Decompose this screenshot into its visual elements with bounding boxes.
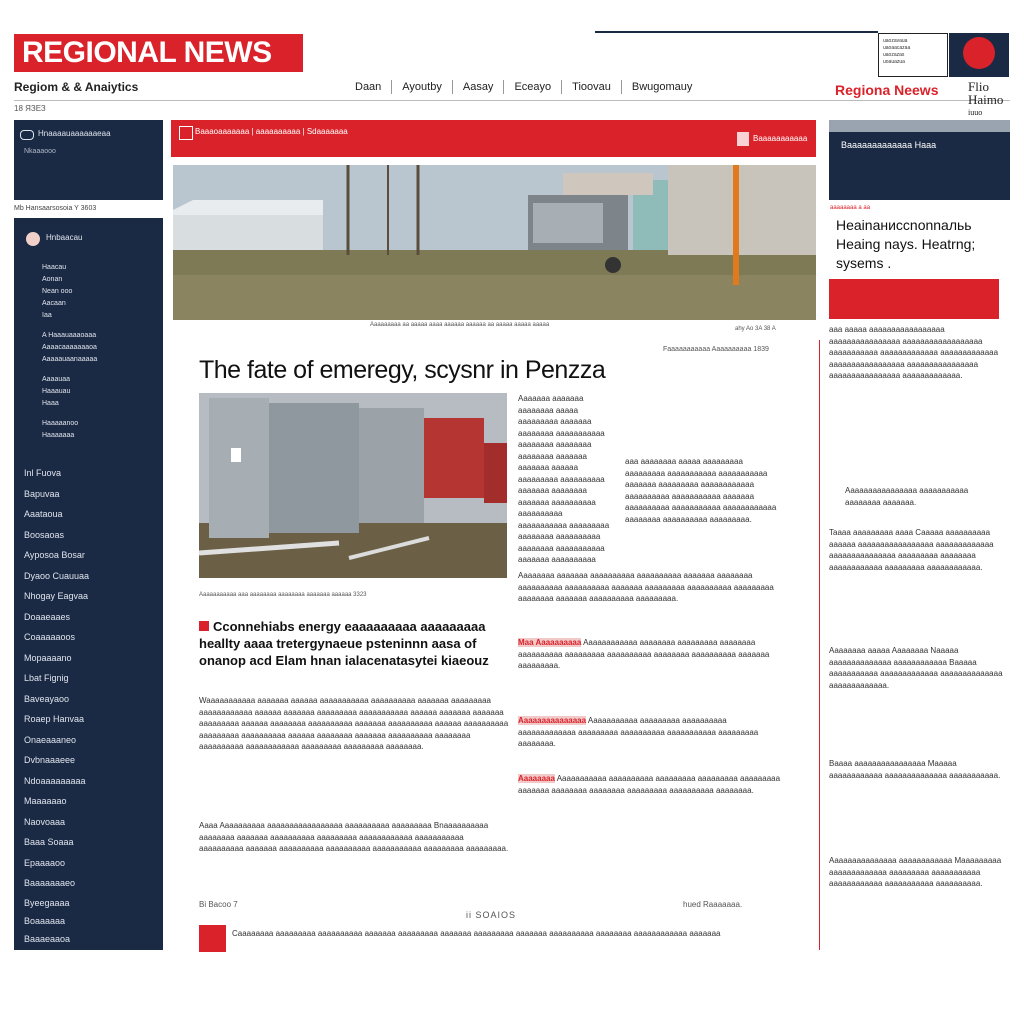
category-right-label: Baaaaaaaaaaa — [753, 134, 808, 143]
sidebar-item[interactable]: Bapuvaa — [24, 489, 60, 499]
right-column-rule — [819, 340, 820, 950]
body-paragraph: Aaaa Aaaaaaaaaa aaaaaaaaaaaaaaaaa aaaaaaaaaa aaaaaaaaa Bnaaaaaaaaaa aaaaaaaa aaaaaaa aaaaaaaaaa aaaaaaaaa aaaaaaaaaaaa aaaaaaaaaaa aaaaaaaaaa aaaaaaa aaaaaaaaaa aaaaaaaaaa aaaaaaaaaaa aaaaaaaaa aaaaaaaaa. — [199, 821, 509, 853]
sidebar-item[interactable]: Byeegaaaa — [24, 898, 70, 908]
sidebar-item[interactable]: Aaaauaa — [42, 376, 71, 383]
sidebar-item[interactable]: Inl Fuova — [24, 468, 62, 478]
footer-date: Bi Bacoo 7 — [199, 900, 238, 909]
sidebar-header-label: Hnaaaauaaaaaaeaa — [38, 129, 111, 138]
right-column-header — [829, 120, 1010, 200]
emblem-badge — [949, 33, 1009, 77]
article-headline: The fate of emeregy, scysnr in Penzza — [199, 356, 606, 384]
sidebar-item[interactable]: Nean ooo — [42, 288, 73, 295]
byline: Faaaaaaaaaaa Aaaaaaaaaa 1839 — [663, 346, 769, 353]
article-category-bar — [171, 120, 816, 157]
subhead-marker — [199, 621, 209, 631]
nav-item[interactable]: Daan — [345, 80, 392, 94]
sidebar-item[interactable]: Boosaoas — [24, 530, 65, 540]
sidebar-item[interactable]: Coaaaaaoos — [24, 632, 76, 642]
weather-box: uaozavaua uaoaacazaa uaozazas uoauazua — [878, 33, 948, 77]
sidebar-item[interactable]: Baveayaoo — [24, 694, 70, 704]
hero-caption-right: ahy Ao 3A 38 A — [735, 326, 776, 332]
nav-item[interactable]: Bwugomauy — [631, 81, 693, 93]
highlight-term[interactable]: Aaaaaaaaaaaaaaa — [518, 716, 587, 725]
sidebar-sublabel: Mb Hansaarsosoia Y 3603 — [14, 205, 97, 212]
sidebar-item[interactable]: Haaa — [42, 400, 59, 407]
sidebar-header — [14, 120, 163, 200]
footer-section-label: ii SOAIOS — [466, 910, 517, 920]
sidebar-item[interactable]: Boaaaaaa — [24, 916, 66, 926]
body-paragraph: Aaaaaaaa Aaaaaaaaaaa aaaaaaaaaa aaaaaaaaa aaaaaaaaa aaaaaaaaa aaaaaaa aaaaaaaa aaaaaaaa aaaaaaaaa aaaaaaaaaa aaaaaaaa. — [518, 774, 781, 795]
site-logo[interactable]: REGIONAL NEWS — [14, 34, 303, 72]
sidebar-item[interactable]: Haaauau — [42, 388, 71, 395]
highlight-term[interactable]: Maa Aaaaaaaaaa — [518, 638, 582, 647]
nav-item[interactable]: Ayoutby — [392, 80, 453, 94]
category-breadcrumb[interactable]: Baaaoaaaaaaa | aaaaaaaaaa | Sdaaaaaaa — [195, 127, 348, 136]
body-paragraph: Waaaaaaaaaaa aaaaaaa aaaaaa aaaaaaaaaaa aaaaaaaaaa aaaaaaa aaaaaaaaa aaaaaaaaaaaa aaaaaa aaaaaaa aaaaaaaaa aaaaaaaaaaa aaaaaa aaaaaaa aaaaaaa aaaaaaaaa aaaaaa aaaaaaaa aaaaaaaaaa aaaaaaa aaaaaaaaaa aaaaaa aaaaaaaaaa aaaaaaaaa aaaaaaaaaa aaaaaa aaaaaaaa aaaaaaa aaaaaaaaaa aaaaaaaa aaaaaaaaaa aaaaaaaaaaaa aaaaaaaaa aaaaaaaaa aaaaaaaa. — [199, 696, 509, 751]
sidebar-item[interactable]: Ayposoa Bosar — [24, 550, 85, 560]
sidebar-item[interactable]: Aaataoua — [24, 509, 63, 519]
highlight-term[interactable]: Aaaaaaaa — [518, 774, 555, 783]
sidebar-item[interactable]: Epaaaaoo — [24, 858, 66, 868]
sidebar-item[interactable]: Nhogay Eagvaa — [24, 591, 89, 601]
body-paragraph: Aaaaaaa aaaaaaa aaaaaaaa aaaaa aaaaaaaaa aaaaaaa aaaaaaaa aaaaaaaaaaa aaaaaaaa aaaaaaaa aaaaaaaa aaaaaaa aaaaaaa aaaaaa aaaaaaaaa aaaaaaaaaa aaaaaaa aaaaaaaa aaaaaaa aaaaaaaaaa aaaaaaaaaa aaaaaaaaaaa aaaaaaaaa aaaaaaaa aaaaaaaaaa aaaaaaaa aaaaaaaaaaa aaaaaaa aaaaaaaaaa — [518, 394, 610, 564]
right-paragraph: aaa aaaaa aaaaaaaaaaaaaaaaa aaaaaaaaaaaaaaaa aaaaaaaaaaaaaaaaaa aaaaaaaaaaa aaaaaaaaaaaaa aaaaaaaaaaaaa aaaaaaaaaaaaaaaaa aaaaaaaaaaaaaaaa aaaaaaaaaaaaaaaa aaaaaaaaaaaaa. — [829, 325, 999, 380]
sidebar-item[interactable]: Lbat Fignig — [24, 673, 69, 683]
sidebar-item[interactable]: Aaaacaaaaaaaoa — [42, 344, 97, 351]
brand-side-line: Flio — [968, 79, 989, 94]
body-paragraph: aaa aaaaaaaa aaaaa aaaaaaaaa aaaaaaaaa aaaaaaaaaaa aaaaaaaaaaa aaaaaaa aaaaaaaaa aaaaaaaaaaaa aaaaaaaaaa aaaaaaaaaaa aaaaaaa aaaaaaaaaa aaaaaaaaaaa aaaaaaaaaaaa aaaaaaaa aaaaaaaaaa aaaaaaaaa. — [625, 457, 777, 524]
photo-caption: Aaaaaaaaaaa aaa aaaaaaaa aaaaaaaa aaaaaaa aaaaaa 3323 — [199, 592, 367, 598]
header-rule-top — [595, 31, 878, 33]
sidebar-item[interactable]: Aacaan — [42, 300, 66, 307]
footer-logo-icon — [199, 925, 226, 952]
sidebar-item[interactable]: Dvbnaaaeee — [24, 755, 76, 765]
header-divider — [14, 100, 1010, 101]
right-header-stripe — [829, 120, 1010, 132]
sidebar-item[interactable]: Doaaeaaes — [24, 612, 71, 622]
sidebar-item[interactable]: Dyaoo Cuauuaa — [24, 571, 90, 581]
sidebar-item[interactable]: Naovoaaa — [24, 817, 66, 827]
brand-side — [968, 80, 1003, 119]
hero-photo — [173, 165, 816, 320]
body-paragraph: Maa Aaaaaaaaaa Aaaaaaaaaaaa aaaaaaaa aaaaaaaaa aaaaaaaa aaaaaaaaaa aaaaaaaaa aaaaaaaaaa aaaaaaaa aaaaaaaaaa aaaaaaa aaaaaaaaa. — [518, 638, 770, 670]
sidebar-header-sub: Nkaaaooo — [24, 148, 56, 155]
body-paragraph: Aaaaaaaaaaaaaaa Aaaaaaaaaaa aaaaaaaaa aaaaaaaaaa aaaaaaaaaaaaa aaaaaaaaa aaaaaaaaaa aaaaaaaaaaa aaaaaaaaa aaaaaaaa. — [518, 716, 759, 748]
sidebar-item[interactable]: Haacau — [42, 264, 67, 271]
right-headline[interactable]: Heainaнисcnonnaльь Heaing nays. Heatrng; sysems . — [836, 217, 976, 271]
article-photo — [199, 393, 507, 578]
nav-item[interactable]: Aasay — [453, 80, 505, 94]
brand-side-line: Haimo — [968, 92, 1004, 107]
sidebar-item[interactable]: Roaep Hanvaa — [24, 714, 85, 724]
nav-item[interactable]: Eceayo — [504, 80, 562, 94]
brand-side-line: iuuo — [968, 108, 983, 117]
sidebar-item[interactable]: Aonan — [42, 276, 63, 283]
sidebar-item[interactable]: Haaaaanoo — [42, 420, 79, 427]
right-paragraph: Aaaaaaaaaaaaaaa aaaaaaaaaaaa Maaaaaaaaa aaaaaaaaaaaaa aaaaaaaaa aaaaaaaaaaa aaaaaaaaaaaa aaaaaaaaaaa aaaaaaaaaa. — [829, 856, 1002, 888]
right-paragraph: Baaaa aaaaaaaaaaaaaaaa Maaaaa aaaaaaaaaaaa aaaaaaaaaaaaaa aaaaaaaaaaa. — [829, 759, 1001, 780]
sidebar-item[interactable]: Haaaaaaa — [42, 432, 75, 439]
right-paragraph: Aaaaaaaa aaaaa Aaaaaaaa Naaaaa aaaaaaaaaaaaaa aaaaaaaaaaaa Baaaaa aaaaaaaaaaa aaaaaaaaaaaaa aaaaaaaaaaaaaa aaaaaaaaaaaaa. — [829, 646, 1003, 690]
sidebar-section-title: Hnbaacau — [46, 233, 83, 242]
main-nav — [345, 80, 702, 94]
hero-image — [173, 165, 816, 320]
footer-author: hued Raaaaaaa. — [683, 900, 743, 909]
site-tagline: Regiom & & Anaiytics — [14, 80, 139, 94]
sidebar-item[interactable]: Mopaaaano — [24, 653, 72, 663]
sidebar — [14, 218, 163, 950]
right-red-banner — [829, 279, 999, 319]
article-image — [199, 393, 507, 578]
sidebar-item[interactable]: Onaeaaaneo — [24, 735, 77, 745]
body-paragraph: Aaaaaaaa aaaaaaa aaaaaaaaaa aaaaaaaaaa aaaaaaa aaaaaaaa aaaaaaaaaa aaaaaaaaaa aaaaaaa aaaaaaaaa aaaaaaaaaa aaaaaaaaa aaaaaaaa aaaaaaa aaaaaaaaaa aaaaaaaaa. — [518, 571, 774, 603]
sidebar-avatar — [26, 232, 40, 246]
sidebar-item[interactable]: Ndoaaaaaaaaa — [24, 776, 86, 786]
category-icon — [179, 126, 193, 140]
brand-link[interactable]: Regiona Neews — [835, 82, 939, 98]
footer-text: Caaaaaaaa aaaaaaaaa aaaaaaaaaa aaaaaaa aaaaaaaaa aaaaaaa aaaaaaaaa aaaaaaa aaaaaaaaaa aaaaaaaa aaaaaaaaaaaa aaaaaaa — [232, 929, 721, 938]
right-header-label: Baaaaaaaaaaaaa Haaa — [841, 140, 937, 150]
header-date: 18 ЯЗЕЗ — [14, 104, 46, 113]
sidebar-item[interactable]: Iaa — [42, 312, 52, 319]
hero-caption: Aaaaaaaaa aa aaaaa aaaa aaaaaa aaaaaa aa aaaaa aaaaa aaaaa — [370, 322, 550, 328]
article-subheading: Cconnehiabs energy eaaaaaaaaa aaaaaaaaa heallty aaaa tretergynaeue psteninnn aasa of onanop acd Elam hnan ialacenatasytei kiaeouz — [199, 619, 489, 668]
sidebar-item[interactable]: A Haaauaaaoaaa — [42, 332, 97, 339]
emblem-icon — [963, 37, 995, 69]
sidebar-item[interactable]: Baaaaaaaeo — [24, 878, 76, 888]
sidebar-item[interactable]: Baaa Soaaa — [24, 837, 74, 847]
sidebar-item[interactable]: Aaaaauaanaaaaa — [42, 356, 98, 363]
share-icon[interactable] — [737, 132, 749, 146]
sidebar-item[interactable]: Maaaaaao — [24, 796, 67, 806]
nav-item[interactable]: Tioovau — [562, 80, 622, 94]
sidebar-item[interactable]: Baaaeaaoa — [24, 934, 71, 944]
right-paragraph: Aaaaaaaaaaaaaaaa aaaaaaaaaaa aaaaaaaa aaaaaaa. — [845, 486, 969, 507]
menu-icon — [20, 130, 34, 140]
right-paragraph: Taaaa aaaaaaaaa aaaa Caaaaa aaaaaaaaaa aaaaaa aaaaaaaaaaaaaaaaa aaaaaaaaaaaaa aaaaaaaaaaaaaaa aaaaaaaaa aaaaaaaa aaaaaaaaaaaa aaaaaaaaa aaaaaaaaaaaa. — [829, 528, 994, 572]
right-small-label: aaaaaaaa a aa — [830, 205, 871, 211]
